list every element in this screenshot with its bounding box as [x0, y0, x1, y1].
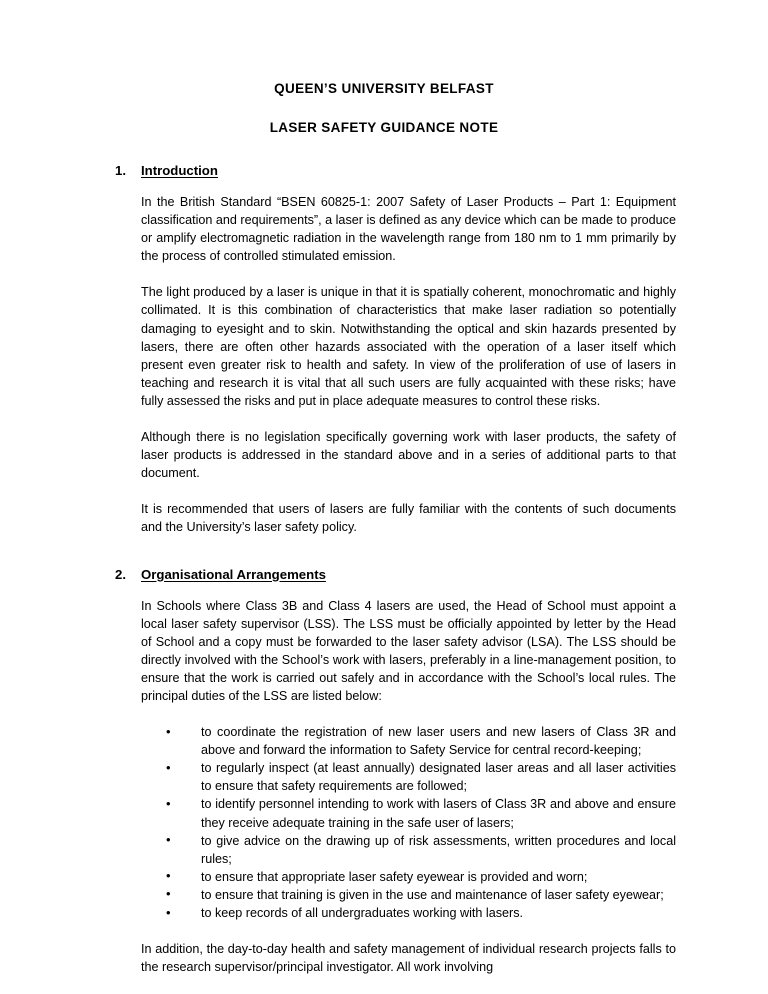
list-item: • to ensure that training is given in the use and maintenance of laser safety eyewear; — [165, 886, 676, 904]
list-item: • to regularly inspect (at least annually) designated laser areas and all laser activities to ensure that safety requirements are followed; — [165, 759, 676, 795]
list-item: • to identify personnel intending to work with lasers of Class 3R and above and ensure they receive adequate training in the safe user of lasers; — [165, 795, 676, 831]
spacer — [115, 537, 676, 567]
spacer — [115, 178, 676, 193]
spacer — [115, 410, 676, 428]
document-subtitle: LASER SAFETY GUIDANCE NOTE — [269, 120, 499, 135]
list-item: • to ensure that appropriate laser safety eyewear is provided and worn; — [165, 868, 676, 886]
list-item: • to keep records of all undergraduates working with lasers. — [165, 904, 676, 922]
paragraph: It is recommended that users of lasers are fully familiar with the contents of such documents and the University’s laser safety policy. — [141, 502, 676, 535]
paragraph: In addition, the day-to-day health and safety management of individual research projects falls to the research supervisor/principal investigator. All work involving — [141, 942, 676, 975]
document-header — [0, 0, 768, 137]
paragraph: In Schools where Class 3B and Class 4 lasers are used, the Head of School must appoint a local laser safety supervisor (LSS). The LSS must be officially appointed by letter by the Head of School and a copy must be forwarded to the laser safety advisor (LSA). The LSS should be directly involved with the School’s work with lasers, preferably in a line-management position, to ensure that the work is carried out safely and in accordance with the School’s local rules. The principal duties of the LSS are listed below: — [141, 598, 676, 703]
document-body — [0, 163, 768, 976]
list-item: • to coordinate the registration of new laser users and new lasers of Class 3R and above and forward the information to Safety Service for central record-keeping; — [165, 723, 676, 759]
lss-duties-list — [115, 723, 676, 922]
section-number: 1. — [115, 163, 126, 178]
paragraph: In the British Standard “BSEN 60825-1: 2007 Safety of Laser Products – Part 1: Equipment classification and requirements”, a laser is defined as any device which can be made to produce or amplify electromagnetic radiation in the wavelength range from 180 nm to 1 mm primarily by the process of controlled stimulated emission. — [141, 195, 676, 264]
paragraph: Although there is no legislation specifically governing work with laser products, the safety of laser products is addressed in the standard above and in a series of additional parts to that document. — [141, 430, 676, 481]
spacer — [115, 582, 676, 597]
list-item: • to give advice on the drawing up of risk assessments, written procedures and local rules; — [165, 832, 676, 868]
spacer — [115, 265, 676, 283]
spacer — [115, 705, 676, 723]
document-title: QUEEN’S UNIVERSITY BELFAST — [274, 81, 494, 96]
spacer — [115, 922, 676, 940]
paragraph: The light produced by a laser is unique in that it is spatially coherent, monochromatic and highly collimated. It is this combination of characteristics that make laser radiation so potentially damaging to eyesight and to skin. Notwithstanding the optical and skin hazards presented by lasers, there are often other hazards associated with the operation of a laser itself which present even greater risk to health and safety. In view of the proliferation of use of lasers in teaching and research it is vital that all such users are fully acquainted with these risks; have fully assessed the risks and put in place adequate measures to control these risks. — [141, 285, 676, 408]
section-title: Organisational Arrangements — [141, 566, 326, 582]
section-heading-organisational-arrangements — [115, 567, 676, 582]
section-heading-introduction — [115, 163, 676, 178]
section-title: Introduction — [141, 163, 218, 178]
section-number: 2. — [115, 566, 126, 582]
spacer — [115, 482, 676, 500]
